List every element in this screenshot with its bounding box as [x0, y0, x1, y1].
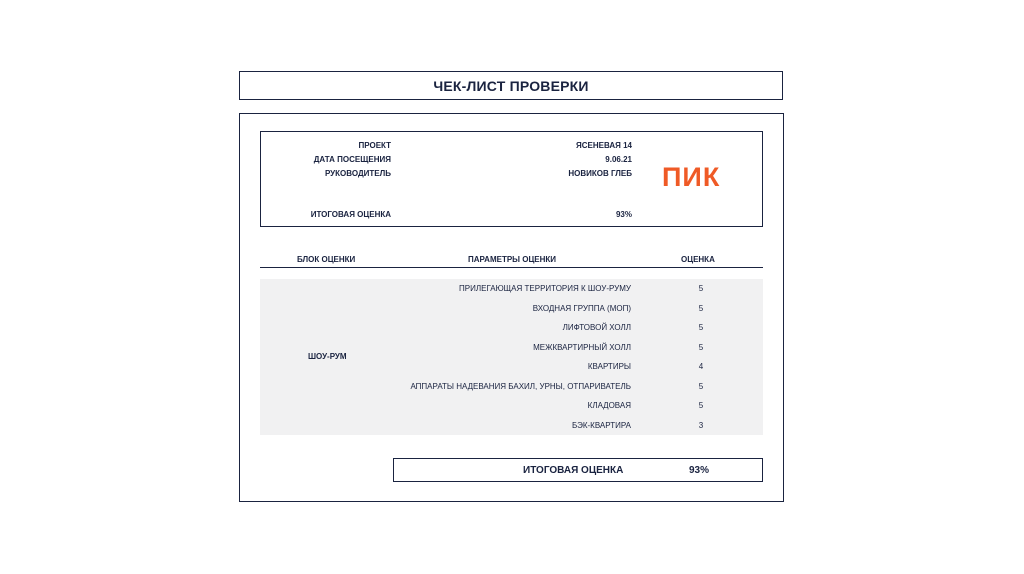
manager-label: РУКОВОДИТЕЛЬ	[324, 169, 391, 178]
table-row-param: ПРИЛЕГАЮЩАЯ ТЕРРИТОРИЯ К ШОУ-РУМУ	[459, 284, 631, 293]
header-block: БЛОК ОЦЕНКИ	[297, 255, 356, 264]
table-row-param: АППАРАТЫ НАДЕВАНИЯ БАХИЛ, УРНЫ, ОТПАРИВАТЕЛЬ	[410, 382, 631, 391]
pik-logo: ПИК	[662, 162, 721, 192]
checklist-panel	[239, 113, 784, 502]
table-row-param: КЛАДОВАЯ	[587, 401, 631, 410]
manager-value: НОВИКОВ ГЛЕБ	[568, 169, 632, 178]
table-row-score: 5	[698, 343, 704, 352]
project-label: ПРОЕКТ	[358, 141, 391, 150]
table-row-score: 3	[698, 421, 704, 430]
total-score-box	[393, 458, 763, 482]
header-divider	[260, 267, 763, 268]
table-row-score: 5	[698, 284, 704, 293]
project-value: ЯСЕНЕВАЯ 14	[575, 141, 632, 150]
total-value: 93%	[689, 465, 710, 476]
title-text: ЧЕК-ЛИСТ ПРОВЕРКИ	[433, 77, 589, 94]
table-row-param: КВАРТИРЫ	[587, 362, 631, 371]
table-row-param: ВХОДНАЯ ГРУППА (МОП)	[532, 304, 631, 313]
table-row-param: МЕЖКВАРТИРНЫЙ ХОЛЛ	[533, 343, 631, 352]
page-title	[239, 71, 783, 100]
header-score: ОЦЕНКА	[681, 255, 715, 264]
total-score-label: ИТОГОВАЯ ОЦЕНКА	[310, 210, 391, 219]
project-info-box	[260, 131, 763, 227]
table-row-score: 4	[698, 362, 704, 371]
table-row-param: ЛИФТОВОЙ ХОЛЛ	[562, 323, 631, 332]
table-row-score: 5	[698, 382, 704, 391]
table-row-score: 5	[698, 323, 704, 332]
visit-date-value: 9.06.21	[605, 155, 632, 164]
table-row-score: 5	[698, 401, 704, 410]
table-row-param: БЭК-КВАРТИРА	[571, 421, 631, 430]
total-score-value: 93%	[615, 210, 632, 219]
visit-date-label: ДАТА ПОСЕЩЕНИЯ	[313, 155, 391, 164]
table-row-score: 5	[698, 304, 704, 313]
header-params: ПАРАМЕТРЫ ОЦЕНКИ	[468, 255, 557, 264]
block-name-showroom: ШОУ-РУМ	[308, 352, 347, 361]
total-label: ИТОГОВАЯ ОЦЕНКА	[523, 465, 624, 476]
